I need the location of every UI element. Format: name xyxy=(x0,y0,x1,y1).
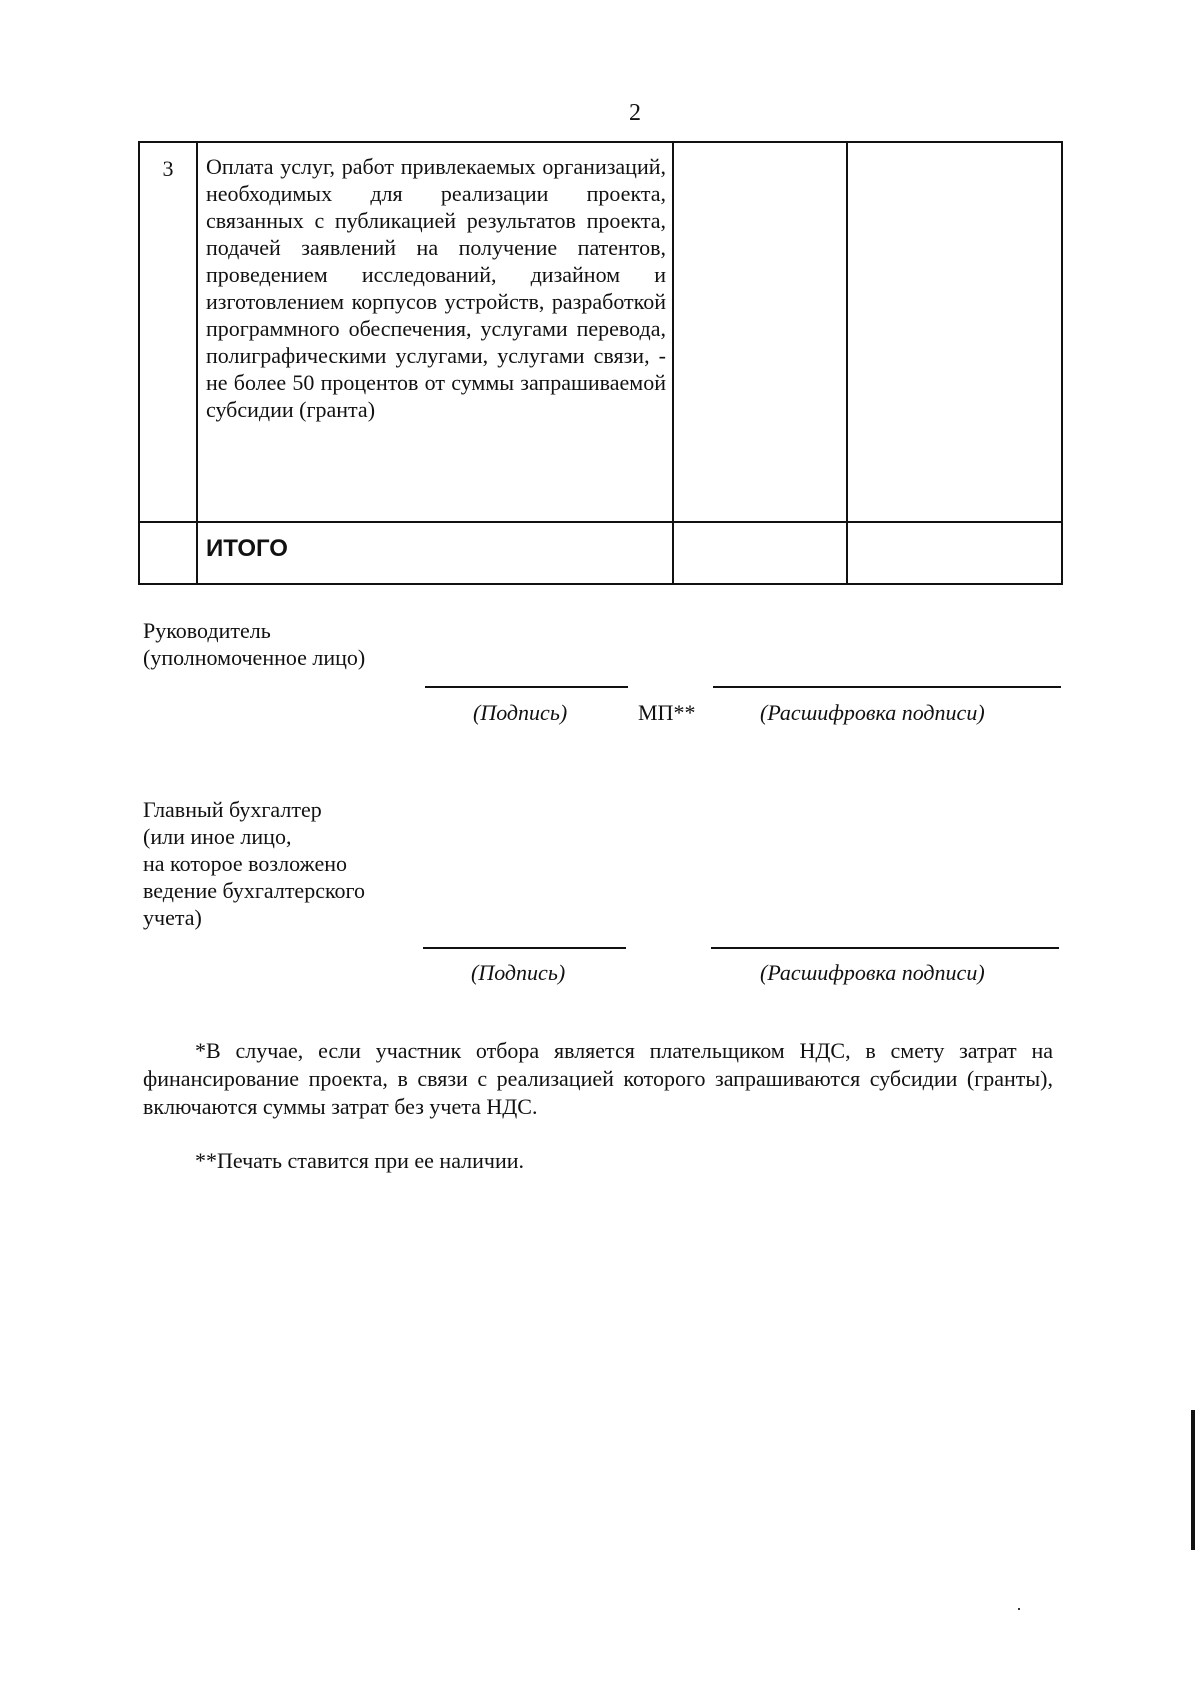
accountant-title-line-3: на которое возложено xyxy=(143,851,347,876)
stamp-footnote: **Печать ставится при ее наличии. xyxy=(195,1148,525,1173)
accountant-title-line-2: (или иное лицо, xyxy=(143,824,292,849)
total-label-cell xyxy=(197,522,673,584)
accountant-title xyxy=(143,796,365,931)
total-amount-cell-2 xyxy=(847,522,1062,584)
vat-footnote: *В случае, если участник отбора является плательщиком НДС, в смету затрат на финансирование проекта, в связи с реализацией которого запрашиваются субсидии (гранты), включаются суммы затрат без учета НДС. xyxy=(143,1038,1053,1119)
accountant-title-line-4: ведение бухгалтерского xyxy=(143,878,366,903)
scan-speck xyxy=(1018,1608,1020,1610)
accountant-title-line-1: Главный бухгалтер xyxy=(143,797,322,822)
head-title xyxy=(143,617,365,671)
table-row xyxy=(139,142,1062,522)
head-title-line-2: (уполномоченное лицо) xyxy=(143,645,366,670)
head-signature-caption: (Подпись) xyxy=(473,700,568,725)
accountant-signature-line xyxy=(423,947,626,949)
head-title-line-1: Руководитель xyxy=(143,618,271,643)
row-description-cell: Оплата услуг, работ привлекаемых организаций, необходимых для реализации проекта, связанных с публикацией результатов проекта, подачей заявлений на получение патентов, проведением исследований, дизайном и изготовлением корпусов устройств, разработкой программного обеспечения, услугами перевода, полиграфическими услугами, услугами связи, - не более 50 процентов от суммы запрашиваемой субсидии (гранта) xyxy=(197,142,673,522)
head-decoding-line xyxy=(713,686,1061,688)
total-number-cell xyxy=(139,522,197,584)
total-label: ИТОГО xyxy=(206,535,288,562)
page-number: 2 xyxy=(629,100,641,126)
accountant-decoding-line xyxy=(711,947,1059,949)
head-decoding-caption: (Расшифровка подписи) xyxy=(760,700,985,725)
table-total-row xyxy=(139,522,1062,584)
row-number-cell: 3 xyxy=(139,142,197,522)
stamp-caption: МП** xyxy=(638,700,696,725)
accountant-decoding-caption: (Расшифровка подписи) xyxy=(760,960,985,985)
accountant-title-line-5: учета) xyxy=(143,905,202,930)
row-amount-cell-2 xyxy=(847,142,1062,522)
row-amount-cell-1 xyxy=(673,142,847,522)
total-amount-cell-1 xyxy=(673,522,847,584)
scan-margin-mark xyxy=(1191,1410,1195,1550)
head-signature-line xyxy=(425,686,628,688)
accountant-signature-caption: (Подпись) xyxy=(471,960,566,985)
cost-estimate-table xyxy=(138,141,1063,585)
